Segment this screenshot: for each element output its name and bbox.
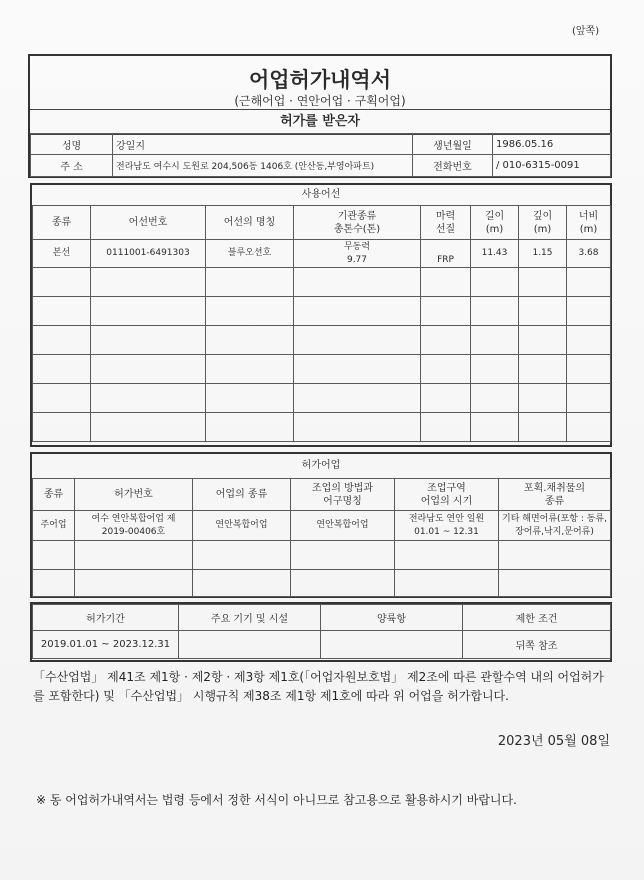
licensee-header: 허가를 받은자: [30, 109, 610, 135]
vessel-cell: [206, 355, 294, 384]
permit-column-header: 어업의 종류: [193, 479, 291, 511]
permit-row: [33, 511, 611, 541]
vessel-cell: [519, 268, 567, 297]
vessel-cell: [519, 326, 567, 355]
vessel-cell: [519, 413, 567, 442]
vessel-cell: [519, 384, 567, 413]
vessel-cell: [206, 268, 294, 297]
vessel-cell: [421, 297, 471, 326]
period-value: 뒤쪽 참조: [463, 631, 611, 659]
vessel-cell: [421, 384, 471, 413]
licensee-address: 전라남도 여수시 도원로 204,506동 1406호 (안산동,부영아파트): [113, 155, 413, 177]
period-header-row: [33, 605, 611, 631]
vessel-cell: 블루오션호: [206, 240, 294, 268]
vessel-cell: 1.15: [519, 240, 567, 268]
vessel-cell: 무동력 9.77: [294, 240, 421, 268]
vessel-column-header: 마력 선질: [421, 206, 471, 240]
permit-cell: 여수 연안복합어업 제 2019-00406호: [75, 511, 193, 541]
vessel-cell: [206, 326, 294, 355]
permit-cell: [395, 570, 499, 597]
issue-date: 2023년 05월 08일: [497, 734, 610, 749]
period-value: 2019.01.01 ~ 2023.12.31: [33, 631, 179, 659]
period-column-header: 허가기간: [33, 605, 179, 631]
vessel-cell: FRP: [421, 240, 471, 268]
permit-cell: [193, 541, 291, 570]
vessel-cell: [206, 413, 294, 442]
permit-cell: [75, 570, 193, 597]
vessel-cell: [33, 413, 91, 442]
vessel-row: [33, 326, 611, 355]
vessel-cell: [567, 268, 611, 297]
vessel-cell: [33, 268, 91, 297]
vessel-cell: [294, 268, 421, 297]
birth-label: 생년월일: [413, 134, 493, 155]
vessel-table: [32, 205, 611, 442]
vessel-row: [33, 297, 611, 326]
period-column-header: 주요 기기 및 시설: [179, 605, 321, 631]
document-title: 어업허가내역서: [248, 68, 391, 92]
vessel-cell: [91, 355, 206, 384]
period-value-row: [33, 631, 611, 659]
vessel-row: [33, 268, 611, 297]
vessel-cell: [206, 297, 294, 326]
permit-column-header: 조업구역 어업의 시기: [395, 479, 499, 511]
phone-label: 전화번호: [413, 155, 493, 177]
vessel-cell: [567, 326, 611, 355]
vessel-cell: [471, 355, 519, 384]
permit-row: [33, 541, 611, 570]
permit-box: [30, 452, 612, 598]
permit-column-header: 포획.채취물의 종류: [499, 479, 611, 511]
period-value: [321, 631, 463, 659]
period-box: [30, 602, 612, 662]
vessel-cell: [91, 326, 206, 355]
vessel-cell: [294, 297, 421, 326]
vessel-column-header: 종류: [33, 206, 91, 240]
permit-table: [32, 478, 611, 597]
document-subtitle: (근해어업 · 연안어업 · 구획어업): [234, 94, 406, 108]
licensee-name: 강일지: [113, 134, 413, 155]
permit-cell: [291, 541, 395, 570]
vessel-cell: [33, 297, 91, 326]
vessel-cell: [294, 384, 421, 413]
permit-header: 허가어업: [32, 454, 610, 479]
vessel-cell: 3.68: [567, 240, 611, 268]
vessel-cell: [471, 268, 519, 297]
permit-cell: [291, 570, 395, 597]
permit-cell: [193, 570, 291, 597]
vessel-row: [33, 355, 611, 384]
vessel-column-header: 어선의 명칭: [206, 206, 294, 240]
vessel-row: [33, 413, 611, 442]
vessel-column-header: 어선번호: [91, 206, 206, 240]
permit-cell: [499, 570, 611, 597]
period-value: [179, 631, 321, 659]
permit-cell: 전라남도 연안 일원 01.01 ~ 12.31: [395, 511, 499, 541]
period-column-header: 제한 조건: [463, 605, 611, 631]
permit-cell: 연안복합어업: [193, 511, 291, 541]
vessel-cell: [471, 413, 519, 442]
period-column-header: 양륙항: [321, 605, 463, 631]
name-label: 성명: [31, 134, 113, 155]
vessel-cell: [519, 355, 567, 384]
vessel-cell: [421, 326, 471, 355]
permit-cell: 연안복합어업: [291, 511, 395, 541]
permit-column-header: 종류: [33, 479, 75, 511]
vessel-column-header: 너비 (m): [567, 206, 611, 240]
permit-column-header: 허가번호: [75, 479, 193, 511]
vessel-cell: [471, 297, 519, 326]
vessel-column-header: 깊이 (m): [519, 206, 567, 240]
vessel-cell: [91, 384, 206, 413]
vessel-cell: [91, 297, 206, 326]
vessel-cell: [421, 355, 471, 384]
permit-cell: 기타 해면어류(포항 : 동류, 장어류,낙지,문어류): [499, 511, 611, 541]
address-label: 주 소: [31, 155, 113, 177]
permit-cell: [75, 541, 193, 570]
header-box: [28, 54, 612, 178]
permit-cell: [33, 541, 75, 570]
vessel-cell: 0111001-6491303: [91, 240, 206, 268]
licensee-birth: 1986.05.16: [493, 134, 611, 155]
vessel-cell: [294, 355, 421, 384]
vessel-cell: [471, 326, 519, 355]
vessel-cell: [294, 413, 421, 442]
vessel-header-row: [33, 206, 611, 240]
vessel-cell: 본선: [33, 240, 91, 268]
permit-cell: [33, 570, 75, 597]
vessel-cell: [567, 355, 611, 384]
vessel-cell: [91, 413, 206, 442]
vessel-cell: [471, 384, 519, 413]
vessel-cell: [33, 355, 91, 384]
vessel-cell: 11.43: [471, 240, 519, 268]
vessel-cell: [519, 297, 567, 326]
vessel-cell: [567, 384, 611, 413]
permit-column-header: 조업의 방법과 어구명칭: [291, 479, 395, 511]
vessel-header: 사용어선: [32, 185, 610, 206]
vessel-cell: [567, 297, 611, 326]
licensee-phone: / 010-6315-0091: [493, 155, 611, 177]
side-label: (앞쪽): [572, 26, 600, 37]
vessel-cell: [567, 413, 611, 442]
vessel-cell: [91, 268, 206, 297]
licensee-table: [30, 133, 611, 177]
vessel-row: [33, 384, 611, 413]
footer-note: ※ 동 어업허가내역서는 법령 등에서 정한 서식이 아니므로 참고용으로 활용하시기 바랍니다.: [36, 793, 517, 807]
vessel-column-header: 길이 (m): [471, 206, 519, 240]
permit-statement: 「수산업법」 제41조 제1항 · 제2항 · 제3항 제1호(「어업자원보호법」 제2조에 따른 관할수역 내의 어업허가를 포함한다) 및 「수산업법」 시행규칙 제38조 제1항 제1호에 따라 위 어업을 허가합니다.: [33, 670, 604, 703]
permit-header-row: [33, 479, 611, 511]
vessel-row: [33, 240, 611, 268]
vessel-cell: [421, 413, 471, 442]
permit-cell: 주어업: [33, 511, 75, 541]
permit-row: [33, 570, 611, 597]
vessel-cell: [33, 326, 91, 355]
vessel-cell: [33, 384, 91, 413]
vessel-box: [30, 183, 612, 447]
vessel-cell: [206, 384, 294, 413]
permit-cell: [395, 541, 499, 570]
permit-cell: [499, 541, 611, 570]
period-table: [32, 604, 611, 659]
vessel-cell: [421, 268, 471, 297]
vessel-cell: [294, 326, 421, 355]
vessel-column-header: 기관종류 총톤수(톤): [294, 206, 421, 240]
